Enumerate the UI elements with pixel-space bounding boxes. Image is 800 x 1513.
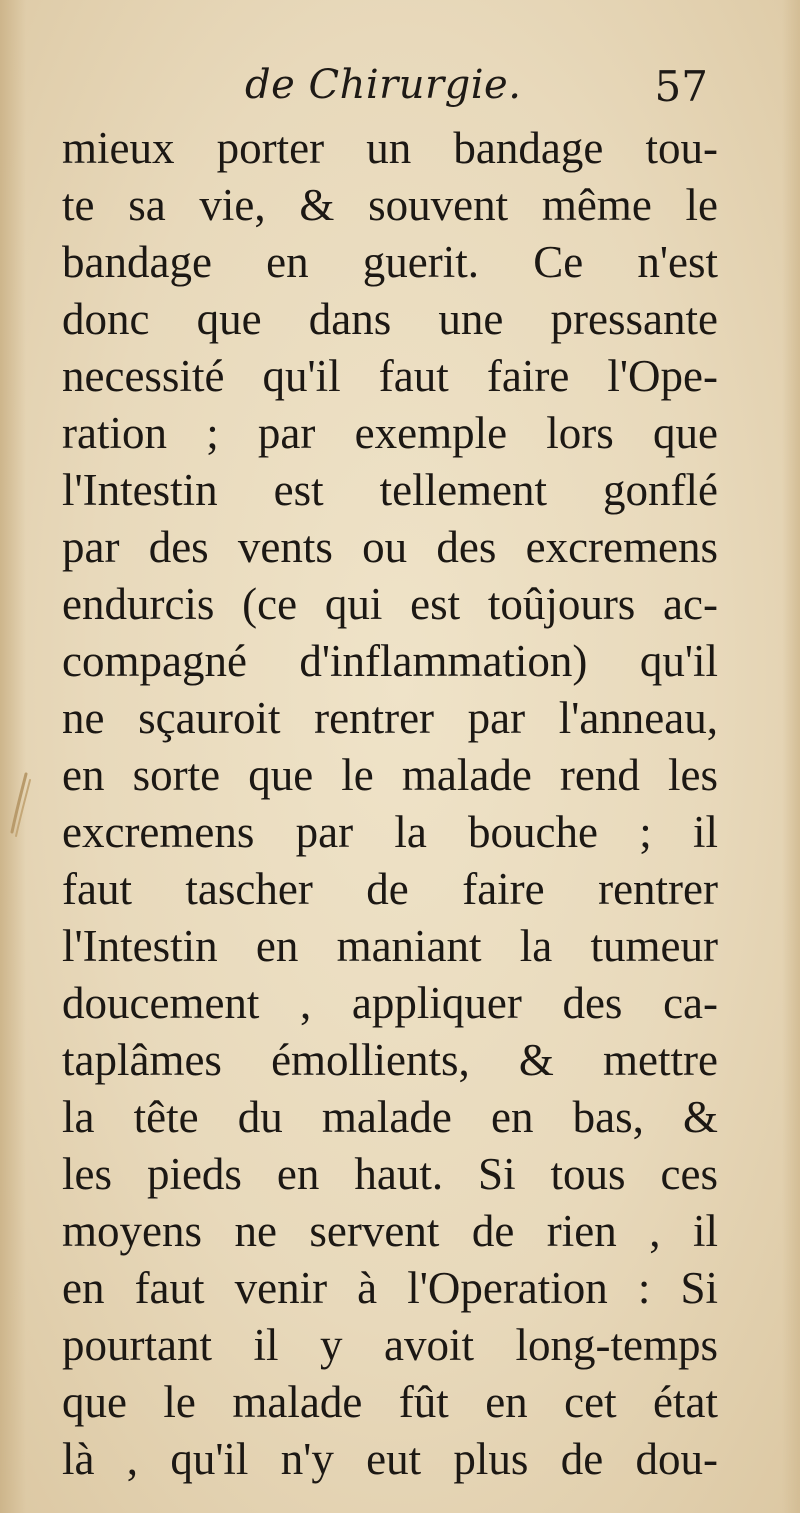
text-line: en sorte que le malade rend les bbox=[62, 750, 718, 800]
text-line: donc que dans une pressante bbox=[62, 294, 718, 344]
text-line: doucement , appliquer des ca- bbox=[62, 978, 718, 1028]
margin-ink-mark bbox=[4, 770, 34, 840]
text-line: endurcis (ce qui est toûjours ac- bbox=[62, 579, 718, 629]
text-line: en faut venir à l'Operation : Si bbox=[62, 1263, 718, 1313]
text-line: que le malade fût en cet état bbox=[62, 1377, 718, 1427]
text-line: les pieds en haut. Si tous ces bbox=[62, 1149, 718, 1199]
text-line: l'Intestin en maniant la tumeur bbox=[62, 921, 718, 971]
page-left-shadow bbox=[0, 0, 26, 1513]
text-line: ration ; par exemple lors que bbox=[62, 408, 718, 458]
text-line: te sa vie, & souvent même le bbox=[62, 180, 718, 230]
text-line: necessité qu'il faut faire l'Ope- bbox=[62, 351, 718, 401]
page-number: 57 bbox=[654, 62, 708, 111]
text-line: la tête du malade en bas, & bbox=[62, 1092, 718, 1142]
text-line: l'Intestin est tellement gonflé bbox=[62, 465, 718, 515]
page-right-shadow bbox=[782, 0, 800, 1513]
text-line: compagné d'inflammation) qu'il bbox=[62, 636, 718, 686]
text-line: pourtant il y avoit long-temps bbox=[62, 1320, 718, 1370]
text-line: ne sçauroit rentrer par l'anneau, bbox=[62, 693, 718, 743]
text-line: mieux porter un bandage tou- bbox=[62, 123, 718, 173]
text-line: taplâmes émollients, & mettre bbox=[62, 1035, 718, 1085]
running-head bbox=[60, 62, 720, 122]
body-text bbox=[62, 120, 718, 1488]
text-line: par des vents ou des excremens bbox=[62, 522, 718, 572]
running-head-title: de Chirurgie. bbox=[245, 62, 522, 108]
text-line: bandage en guerit. Ce n'est bbox=[62, 237, 718, 287]
text-line: moyens ne servent de rien , il bbox=[62, 1206, 718, 1256]
text-line: faut tascher de faire rentrer bbox=[62, 864, 718, 914]
text-line: là , qu'il n'y eut plus de dou- bbox=[62, 1434, 718, 1484]
text-line: excremens par la bouche ; il bbox=[62, 807, 718, 857]
